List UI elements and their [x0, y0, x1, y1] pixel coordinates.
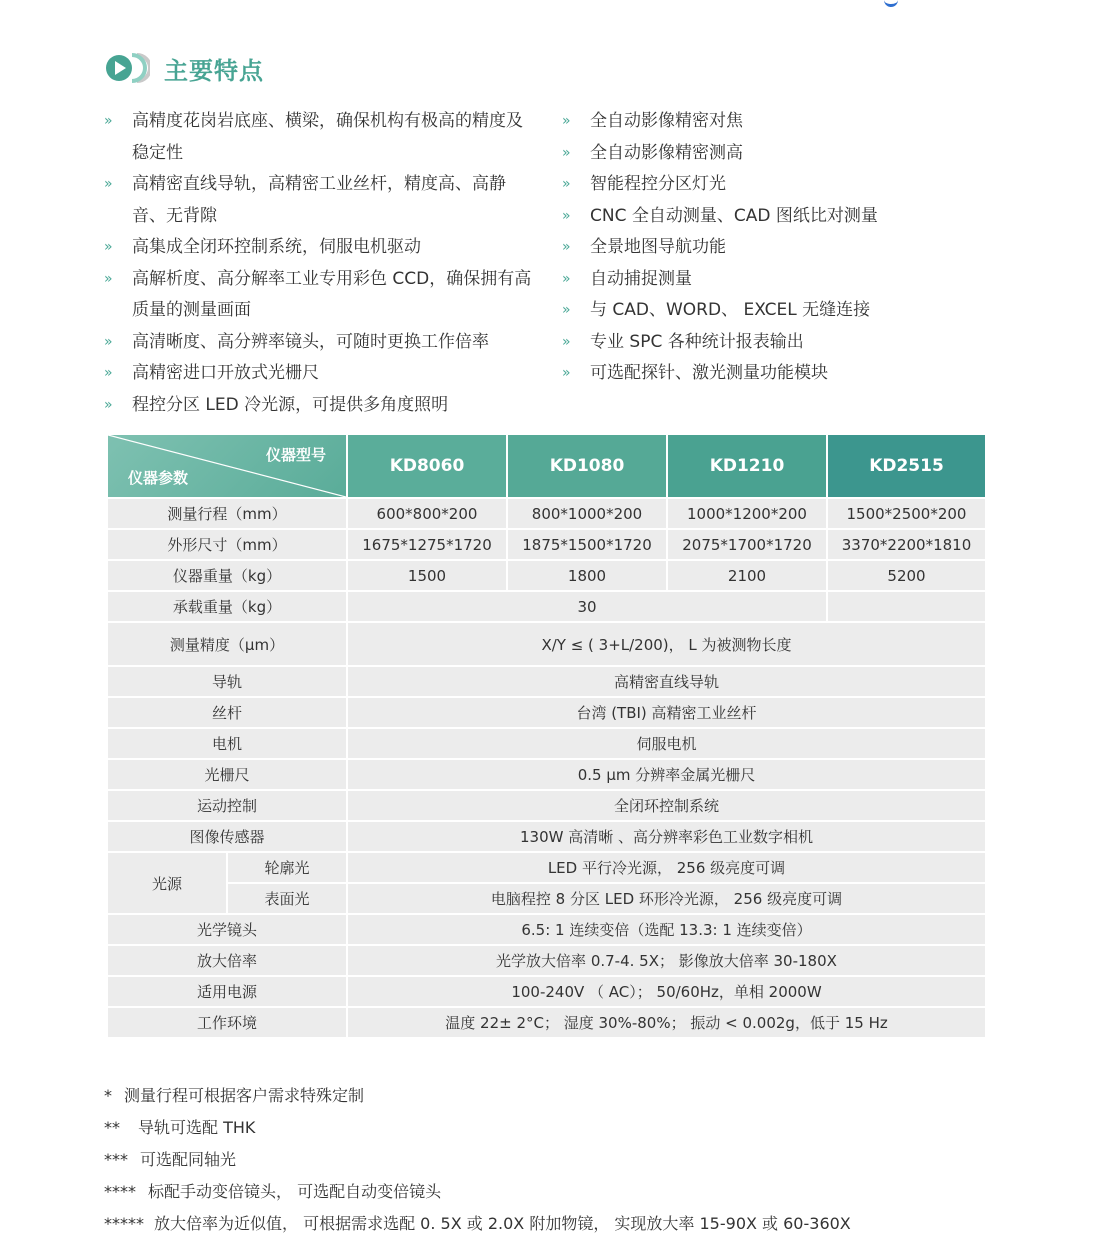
row-label: 适用电源	[107, 976, 347, 1007]
footnote-marker: ***	[104, 1150, 128, 1169]
table-row	[107, 883, 986, 914]
feature-item: » 全自动影像精密测高	[562, 138, 982, 170]
bullet-icon: »	[104, 270, 113, 287]
row-sublabel: 表面光	[227, 883, 347, 914]
table-row	[107, 591, 986, 622]
table-row	[107, 666, 986, 697]
footnotes	[104, 1080, 851, 1240]
row-label: 放大倍率	[107, 945, 347, 976]
row-label: 导轨	[107, 666, 347, 697]
feature-item: » 智能程控分区灯光	[562, 169, 982, 201]
row-label: 丝杆	[107, 697, 347, 728]
table-cell: 0.5 μm 分辨率金属光栅尺	[347, 759, 986, 790]
bullet-icon: »	[562, 113, 571, 129]
table-cell: 1800	[507, 560, 667, 591]
table-cell: 全闭环控制系统	[347, 790, 986, 821]
table-row	[107, 560, 986, 591]
table-row	[107, 945, 986, 976]
feature-item: » 高集成全闭环控制系统，伺服电机驱动	[104, 232, 552, 264]
row-label: 图像传感器	[107, 821, 347, 852]
table-cell: 6.5: 1 连续变倍（选配 13.3: 1 连续变倍）	[347, 914, 986, 945]
top-edge-mark	[884, 0, 898, 7]
model-header: KD1210	[667, 434, 827, 498]
bullet-icon: »	[562, 207, 571, 224]
footnote: ***** 放大倍率为近似值， 可根据需求选配 0. 5X 或 2.0X 附加物镜， 实现放大率 15-90X 或 60-360X	[104, 1208, 851, 1240]
row-label: 光学镜头	[107, 914, 347, 945]
model-header: KD8060	[347, 434, 507, 498]
bullet-icon: »	[562, 176, 571, 192]
table-cell: 800*1000*200	[507, 498, 667, 529]
table-cell: 100-240V （ AC）； 50/60Hz，单相 2000W	[347, 976, 986, 1007]
table-cell: 1500*2500*200	[827, 498, 986, 529]
bullet-icon: »	[562, 333, 571, 350]
footnote: ** 导轨可选配 THK	[104, 1112, 851, 1144]
feature-column-left	[104, 106, 544, 421]
feature-item: » 全景地图导航功能	[562, 232, 982, 264]
footnote-marker: *****	[104, 1214, 144, 1233]
row-label: 工作环境	[107, 1007, 347, 1038]
bullet-icon: »	[562, 365, 571, 381]
footnote-marker: ****	[104, 1182, 136, 1201]
table-cell: 台湾 (TBI) 高精密工业丝杆	[347, 697, 986, 728]
feature-item: » 高解析度、高分解率工业专用彩色 CCD，确保拥有高质量的测量画面	[104, 264, 532, 327]
bullet-icon: »	[104, 113, 113, 129]
footnote: **** 标配手动变倍镜头， 可选配自动变倍镜头	[104, 1176, 851, 1208]
table-cell: 1000*1200*200	[667, 498, 827, 529]
bullet-icon: »	[104, 333, 113, 350]
row-label: 测量行程（mm）	[107, 498, 347, 529]
table-cell: 2075*1700*1720	[667, 529, 827, 560]
table-row	[107, 498, 986, 529]
table-cell: 5200	[827, 560, 986, 591]
table-row	[107, 1007, 986, 1038]
section-title: 主要特点	[164, 56, 264, 85]
table-cell: 1875*1500*1720	[507, 529, 667, 560]
table-row	[107, 529, 986, 560]
feature-item: » 专业 SPC 各种统计报表输出	[562, 327, 982, 359]
table-cell: 30	[347, 591, 827, 622]
row-label: 外形尺寸（mm）	[107, 529, 347, 560]
feature-item: » CNC 全自动测量、CAD 图纸比对测量	[562, 201, 982, 233]
table-corner-header	[107, 434, 347, 498]
table-cell: 130W 高清晰 、高分辨率彩色工业数字相机	[347, 821, 986, 852]
table-row	[107, 697, 986, 728]
row-sublabel: 轮廓光	[227, 852, 347, 883]
feature-item: » 程控分区 LED 冷光源，可提供多角度照明	[104, 390, 562, 422]
table-row	[107, 976, 986, 1007]
row-label: 电机	[107, 728, 347, 759]
footnote: * 测量行程可根据客户需求特殊定制	[104, 1080, 851, 1112]
section-header	[104, 50, 264, 86]
row-label: 光源	[107, 852, 227, 914]
bullet-icon: »	[562, 270, 571, 287]
table-cell: 600*800*200	[347, 498, 507, 529]
bullet-icon: »	[104, 396, 113, 413]
table-row	[107, 790, 986, 821]
table-cell: X/Y ≤ ( 3+L/200)， L 为被测物长度	[347, 622, 986, 666]
row-label: 承载重量（kg）	[107, 591, 347, 622]
table-cell	[827, 591, 986, 622]
row-label: 运动控制	[107, 790, 347, 821]
row-label: 测量精度（μm）	[107, 622, 347, 666]
header-param-label: 仪器参数	[128, 469, 189, 487]
model-header: KD2515	[827, 434, 986, 498]
bullet-icon: »	[104, 365, 113, 381]
table-row	[107, 914, 986, 945]
bullet-icon: »	[562, 239, 571, 255]
footnote: *** 可选配同轴光	[104, 1144, 851, 1176]
model-header: KD1080	[507, 434, 667, 498]
table-header-row	[107, 434, 986, 498]
table-cell: 2100	[667, 560, 827, 591]
table-cell: 电脑程控 8 分区 LED 环形冷光源， 256 级亮度可调	[347, 883, 986, 914]
feature-item: » 高精度花岗岩底座、横梁，确保机构有极高的精度及稳定性	[104, 106, 532, 169]
table-cell: 1675*1275*1720	[347, 529, 507, 560]
play-circle-icon	[104, 51, 150, 85]
table-cell: 高精密直线导轨	[347, 666, 986, 697]
bullet-icon: »	[104, 239, 113, 255]
row-label: 仪器重量（kg）	[107, 560, 347, 591]
feature-item: » 全自动影像精密对焦	[562, 106, 982, 138]
table-cell: 伺服电机	[347, 728, 986, 759]
feature-item: » 自动捕捉测量	[562, 264, 982, 296]
feature-column-right	[562, 106, 982, 390]
table-row	[107, 728, 986, 759]
header-model-label: 仪器型号	[265, 446, 326, 464]
footnote-marker: **	[104, 1118, 120, 1137]
table-row	[107, 622, 986, 666]
table-row	[107, 821, 986, 852]
feature-item: » 高精密进口开放式光栅尺	[104, 358, 562, 390]
table-cell: 3370*2200*1810	[827, 529, 986, 560]
table-cell: LED 平行冷光源， 256 级亮度可调	[347, 852, 986, 883]
feature-item: » 与 CAD、WORD、 EXCEL 无缝连接	[562, 295, 982, 327]
bullet-icon: »	[562, 302, 571, 318]
bullet-icon: »	[104, 176, 113, 192]
feature-item: » 高精密直线导轨，高精密工业丝杆，精度高、高静音、无背隙	[104, 169, 532, 232]
feature-item: » 可选配探针、激光测量功能模块	[562, 358, 982, 390]
table-cell: 光学放大倍率 0.7-4. 5X； 影像放大倍率 30-180X	[347, 945, 986, 976]
table-row	[107, 759, 986, 790]
bullet-icon: »	[562, 144, 571, 161]
table-cell: 1500	[347, 560, 507, 591]
spec-table	[106, 433, 987, 1039]
table-cell: 温度 22± 2°C； 湿度 30%-80%； 振动 < 0.002g，低于 15 Hz	[347, 1007, 986, 1038]
feature-item: » 高清晰度、高分辨率镜头，可随时更换工作倍率	[104, 327, 562, 359]
row-label: 光栅尺	[107, 759, 347, 790]
table-row	[107, 852, 986, 883]
footnote-marker: *	[104, 1086, 112, 1105]
